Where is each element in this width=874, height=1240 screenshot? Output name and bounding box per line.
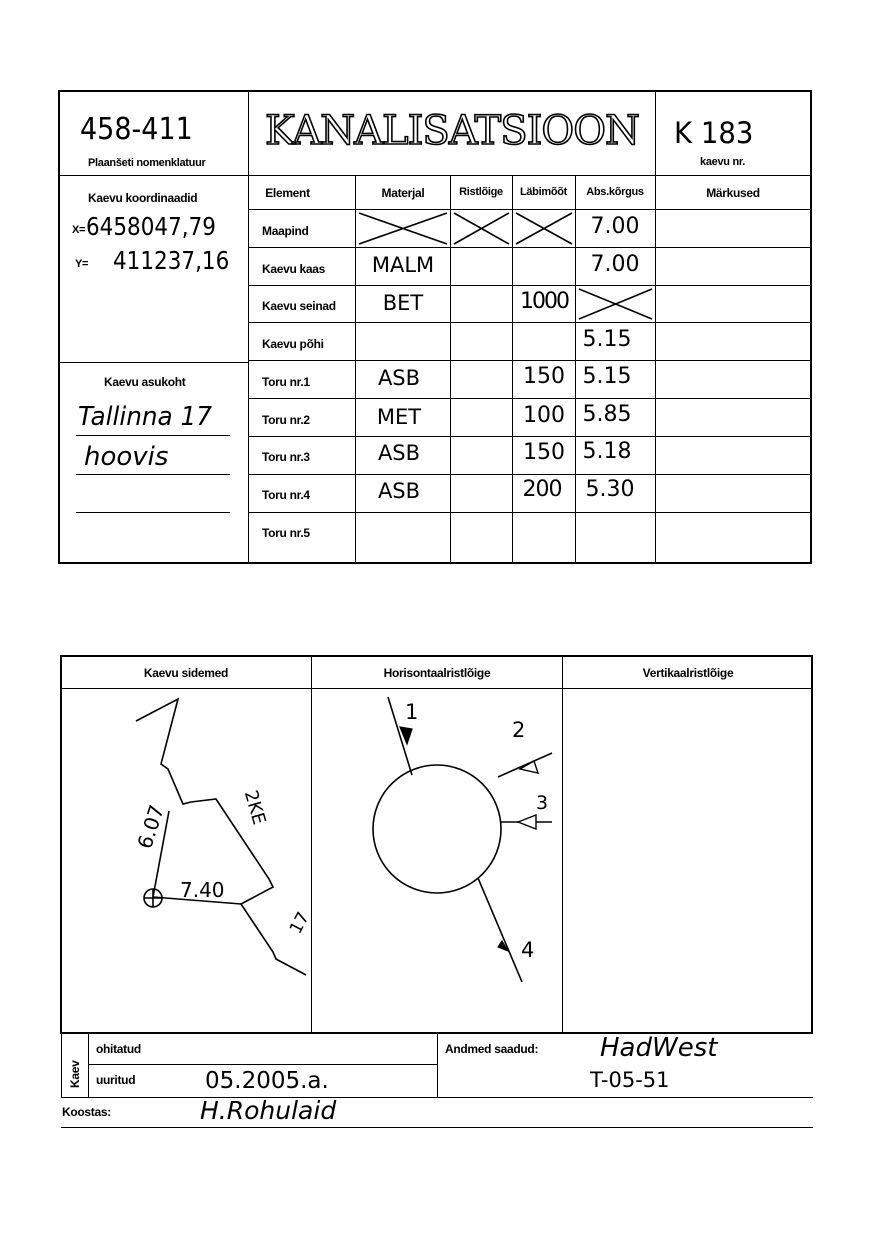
cell-elevation: 5.18 xyxy=(582,439,632,464)
cell-elevation: 5.85 xyxy=(582,402,632,427)
header-diameter: Läbimõõt xyxy=(519,186,568,198)
header-bottom-line xyxy=(59,175,811,176)
cell-material: MALM xyxy=(371,253,435,277)
header-elevation: Abs.kõrgus xyxy=(586,186,644,198)
cross-mark-diameter xyxy=(514,211,574,246)
pipe-number: 4 xyxy=(521,938,535,962)
row-label: Toru nr.5 xyxy=(262,526,310,540)
x-coordinate: 6458047,79 xyxy=(86,212,216,241)
sheet-number: 458-411 xyxy=(80,112,193,147)
row-label: Kaevu kaas xyxy=(262,262,326,276)
divider xyxy=(248,285,811,286)
cell-material: MET xyxy=(376,405,422,429)
divider xyxy=(61,1127,813,1128)
row-label: Kaevu seinad xyxy=(262,299,336,313)
pipe-number: 1 xyxy=(405,700,419,724)
vertical-section-label: Vertikaalristlõige xyxy=(642,666,734,680)
divider xyxy=(562,656,563,1033)
divider xyxy=(655,91,656,563)
header-material: Materjal xyxy=(381,186,425,200)
divider xyxy=(59,362,249,363)
divider xyxy=(248,209,811,210)
form-title: KANALISATSIOON xyxy=(265,108,639,154)
ties-label: Kaevu sidemed xyxy=(143,666,229,680)
cell-diameter: 100 xyxy=(523,403,565,428)
location-line-1: Tallinna 17 xyxy=(78,402,212,432)
location-underline xyxy=(76,435,230,436)
divider xyxy=(248,512,811,513)
cell-elevation: 5.30 xyxy=(585,477,635,502)
row-label: Kaevu põhi xyxy=(262,337,324,351)
divider xyxy=(248,474,811,475)
well-number: K 183 xyxy=(674,116,754,150)
divider xyxy=(450,176,451,563)
header-element: Element xyxy=(265,186,310,200)
coordinates-label: Kaevu koordinaadid xyxy=(88,191,198,205)
header-cross-section: Ristlõige xyxy=(459,186,503,198)
survey-date: 05.2005.a. xyxy=(205,1068,329,1094)
pipe-number: 3 xyxy=(536,792,549,814)
header-notes: Märkused xyxy=(706,186,760,200)
divider xyxy=(248,91,249,563)
tie-distance-label: 6.07 xyxy=(132,801,169,852)
divider xyxy=(88,1064,437,1065)
divider xyxy=(355,176,356,563)
cross-mark-elevation xyxy=(577,287,654,321)
tie-distance-label: 7.40 xyxy=(180,878,225,902)
location-line-2: hoovis xyxy=(84,442,169,472)
well-side-label: Kaev xyxy=(68,1060,82,1088)
x-prefix: X= xyxy=(72,224,86,236)
cell-diameter: 200 xyxy=(522,477,562,502)
sheet-number-label: Plaanšeti nomenklatuur xyxy=(88,157,206,169)
location-label: Kaevu asukoht xyxy=(104,375,186,389)
divider xyxy=(88,1034,89,1097)
data-source-code: T-05-51 xyxy=(590,1068,670,1092)
row-label: Toru nr.4 xyxy=(262,488,310,502)
cell-material: BET xyxy=(382,291,424,315)
compiled-by-label: Koostas: xyxy=(62,1105,111,1119)
cell-material: ASB xyxy=(377,441,421,465)
cell-diameter: 150 xyxy=(523,364,565,389)
cell-elevation: 7.00 xyxy=(590,252,640,277)
divider xyxy=(61,1097,813,1098)
building-label: 17 xyxy=(286,908,314,938)
cell-elevation: 7.00 xyxy=(590,214,640,239)
pipe-number: 2 xyxy=(512,718,526,742)
data-source-label: Andmed saadud: xyxy=(445,1042,539,1056)
location-underline xyxy=(76,512,230,513)
row-label: uuritud xyxy=(96,1073,136,1087)
divider xyxy=(61,1034,62,1097)
y-prefix: Y= xyxy=(75,258,89,270)
cross-mark-material xyxy=(357,211,449,246)
cell-elevation: 5.15 xyxy=(582,364,632,389)
divider xyxy=(248,247,811,248)
divider xyxy=(248,436,811,437)
divider xyxy=(248,398,811,399)
horizontal-section-label: Horisontaalristlõige xyxy=(383,666,491,680)
cell-material: ASB xyxy=(377,366,421,390)
row-label: Maapind xyxy=(262,224,309,238)
divider xyxy=(575,176,576,563)
row-label: Toru nr.3 xyxy=(262,450,310,464)
y-coordinate: 411237,16 xyxy=(113,246,230,275)
building-label: 2KE xyxy=(239,788,270,828)
divider xyxy=(248,360,811,361)
ties-sketch xyxy=(61,689,311,1033)
row-label: Toru nr.1 xyxy=(262,375,310,389)
divider xyxy=(248,322,811,323)
cross-mark-cross-section xyxy=(452,211,511,246)
location-underline xyxy=(76,474,230,475)
divider xyxy=(437,1034,438,1097)
compiled-by-name: H.Rohulaid xyxy=(200,1096,337,1125)
cell-material: ASB xyxy=(377,479,421,503)
cell-diameter: 150 xyxy=(523,440,565,465)
row-label: ohitatud xyxy=(96,1042,141,1056)
cell-elevation: 5.15 xyxy=(582,327,632,352)
row-label: Toru nr.2 xyxy=(262,413,310,427)
well-number-label: kaevu nr. xyxy=(700,156,745,168)
data-source-company: HadWest xyxy=(600,1033,718,1063)
cell-diameter: 1000 xyxy=(520,289,568,314)
